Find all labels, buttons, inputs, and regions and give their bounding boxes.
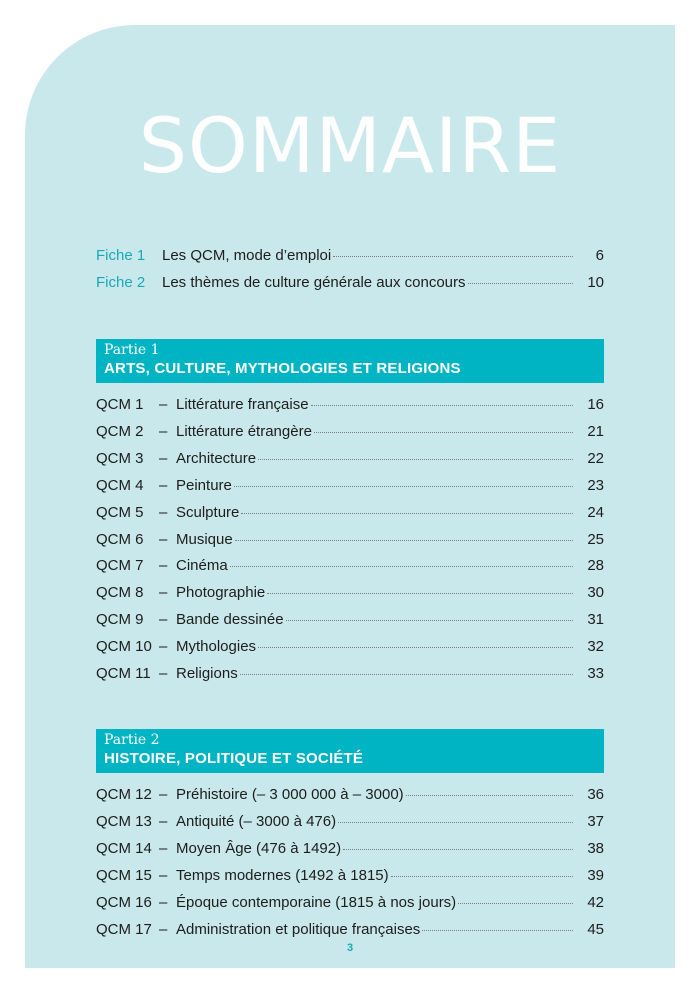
part-title: ARTS, CULTURE, MYTHOLOGIES ET RELIGIONS [104, 360, 461, 377]
toc-label: Cinéma [176, 557, 228, 575]
dot-leader [406, 794, 573, 796]
toc-page: 45 [587, 921, 604, 938]
toc-label: Sculpture [176, 503, 240, 521]
toc-dash: – [159, 476, 168, 494]
toc-row-qcm[interactable] [96, 395, 604, 415]
dot-leader [314, 431, 573, 433]
toc-dash: – [159, 503, 168, 521]
dot-leader [311, 404, 573, 406]
part-1-header [96, 339, 604, 383]
toc-code: QCM 5 [96, 503, 144, 521]
toc-code: QCM 10 [96, 638, 152, 656]
dot-leader [230, 565, 573, 567]
toc-code: QCM 11 [96, 665, 151, 682]
toc-row-qcm[interactable] [96, 449, 604, 469]
toc-dash: – [159, 894, 168, 911]
toc-row-qcm[interactable] [96, 866, 604, 886]
toc-page: 21 [587, 422, 604, 440]
toc-row-qcm[interactable] [96, 610, 604, 630]
toc-page: 39 [587, 867, 604, 884]
dot-leader [333, 255, 573, 257]
toc-row-qcm[interactable] [96, 422, 604, 442]
toc-dash: – [159, 449, 168, 467]
dot-leader [458, 902, 573, 904]
toc-page: 25 [587, 530, 604, 548]
toc-code: QCM 9 [96, 611, 144, 629]
dot-leader [241, 512, 573, 514]
toc-label: Photographie [176, 584, 266, 602]
toc-row-qcm[interactable] [96, 476, 604, 496]
toc-row-fiche-1[interactable] [96, 246, 604, 266]
toc-code: QCM 12 [96, 786, 152, 803]
toc-page: 6 [595, 247, 604, 264]
toc-dash: – [159, 422, 168, 440]
toc-code: QCM 17 [96, 921, 152, 938]
toc-dash: – [159, 813, 168, 830]
toc-row-qcm[interactable] [96, 812, 604, 832]
toc-code: QCM 13 [96, 813, 152, 830]
dot-leader [468, 282, 573, 284]
toc-dash: – [159, 867, 168, 884]
part-2-header [96, 729, 604, 773]
toc-row-qcm[interactable] [96, 556, 604, 576]
dot-leader [343, 848, 573, 850]
toc-page: 37 [587, 813, 604, 830]
toc-label: Peinture [176, 476, 232, 494]
part-number: Partie 2 [104, 732, 160, 748]
toc-label: Religions [176, 665, 238, 682]
toc-page: 36 [587, 786, 604, 803]
toc-page: 31 [587, 611, 604, 629]
toc-code: QCM 2 [96, 422, 144, 440]
toc-code: Fiche 1 [96, 247, 146, 264]
toc-label: Temps modernes (1492 à 1815) [176, 867, 389, 884]
dot-leader [258, 458, 573, 460]
dot-leader [422, 929, 573, 931]
toc-dash: – [159, 396, 168, 413]
toc-dash: – [159, 584, 168, 602]
toc-dash: – [159, 921, 168, 938]
dot-leader [391, 875, 573, 877]
toc-row-qcm[interactable] [96, 893, 604, 913]
toc-code: QCM 14 [96, 840, 152, 857]
toc-page: 16 [587, 396, 604, 413]
toc-label: Préhistoire (– 3 000 000 à – 3000) [176, 786, 404, 803]
toc-code: QCM 6 [96, 530, 144, 548]
toc-page: 33 [587, 665, 604, 682]
toc-code: QCM 1 [96, 396, 144, 413]
toc-dash: – [159, 840, 168, 857]
toc-label: Moyen Âge (476 à 1492) [176, 840, 342, 857]
toc-label: Administration et politique françaises [176, 921, 421, 938]
toc-page: 30 [587, 584, 604, 602]
dot-leader [240, 673, 573, 675]
toc-code: QCM 15 [96, 867, 152, 884]
toc-label: Musique [176, 530, 233, 548]
dot-leader [234, 485, 573, 487]
toc-label: Époque contemporaine (1815 à nos jours) [176, 894, 457, 911]
toc-page: 22 [587, 449, 604, 467]
toc-row-qcm[interactable] [96, 664, 604, 684]
toc-code: QCM 7 [96, 557, 144, 575]
dot-leader [267, 592, 573, 594]
toc-row-qcm[interactable] [96, 839, 604, 859]
toc-page: 28 [587, 557, 604, 575]
toc-code: QCM 4 [96, 476, 144, 494]
toc-page: 10 [587, 274, 604, 291]
toc-row-qcm[interactable] [96, 637, 604, 657]
toc-dash: – [159, 665, 168, 682]
toc-dash: – [159, 557, 168, 575]
toc-row-qcm[interactable] [96, 503, 604, 523]
toc-row-qcm[interactable] [96, 583, 604, 603]
toc-row-qcm[interactable] [96, 530, 604, 550]
toc-code: Fiche 2 [96, 274, 146, 291]
toc-label: Mythologies [176, 638, 257, 656]
toc-label: Littérature française [176, 396, 309, 413]
toc-code: QCM 8 [96, 584, 144, 602]
toc-page: 38 [587, 840, 604, 857]
toc-page: 32 [587, 638, 604, 656]
toc-label: Littérature étrangère [176, 422, 312, 440]
toc-row-fiche-2[interactable] [96, 273, 604, 293]
toc-page: 24 [587, 503, 604, 521]
toc-dash: – [159, 638, 168, 656]
page-title: SOMMAIRE [138, 101, 562, 190]
dot-leader [286, 619, 573, 621]
part-number: Partie 1 [104, 342, 160, 358]
toc-code: QCM 16 [96, 894, 152, 911]
toc-code: QCM 3 [96, 449, 144, 467]
toc-dash: – [159, 786, 168, 803]
page-number: 3 [346, 942, 354, 954]
toc-row-qcm[interactable] [96, 920, 604, 940]
toc-label: Les QCM, mode d’emploi [162, 247, 332, 264]
toc-label: Architecture [176, 449, 257, 467]
dot-leader [235, 539, 573, 541]
dot-leader [338, 821, 573, 823]
toc-dash: – [159, 611, 168, 629]
toc-row-qcm[interactable] [96, 785, 604, 805]
part-title: HISTOIRE, POLITIQUE ET SOCIÉTÉ [104, 750, 364, 767]
dot-leader [258, 646, 573, 648]
toc-page: 42 [587, 894, 604, 911]
toc-label: Antiquité (– 3000 à 476) [176, 813, 337, 830]
toc-label: Les thèmes de culture générale aux concours [162, 274, 466, 291]
toc-page: 23 [587, 476, 604, 494]
toc-dash: – [159, 530, 168, 548]
toc-label: Bande dessinée [176, 611, 284, 629]
